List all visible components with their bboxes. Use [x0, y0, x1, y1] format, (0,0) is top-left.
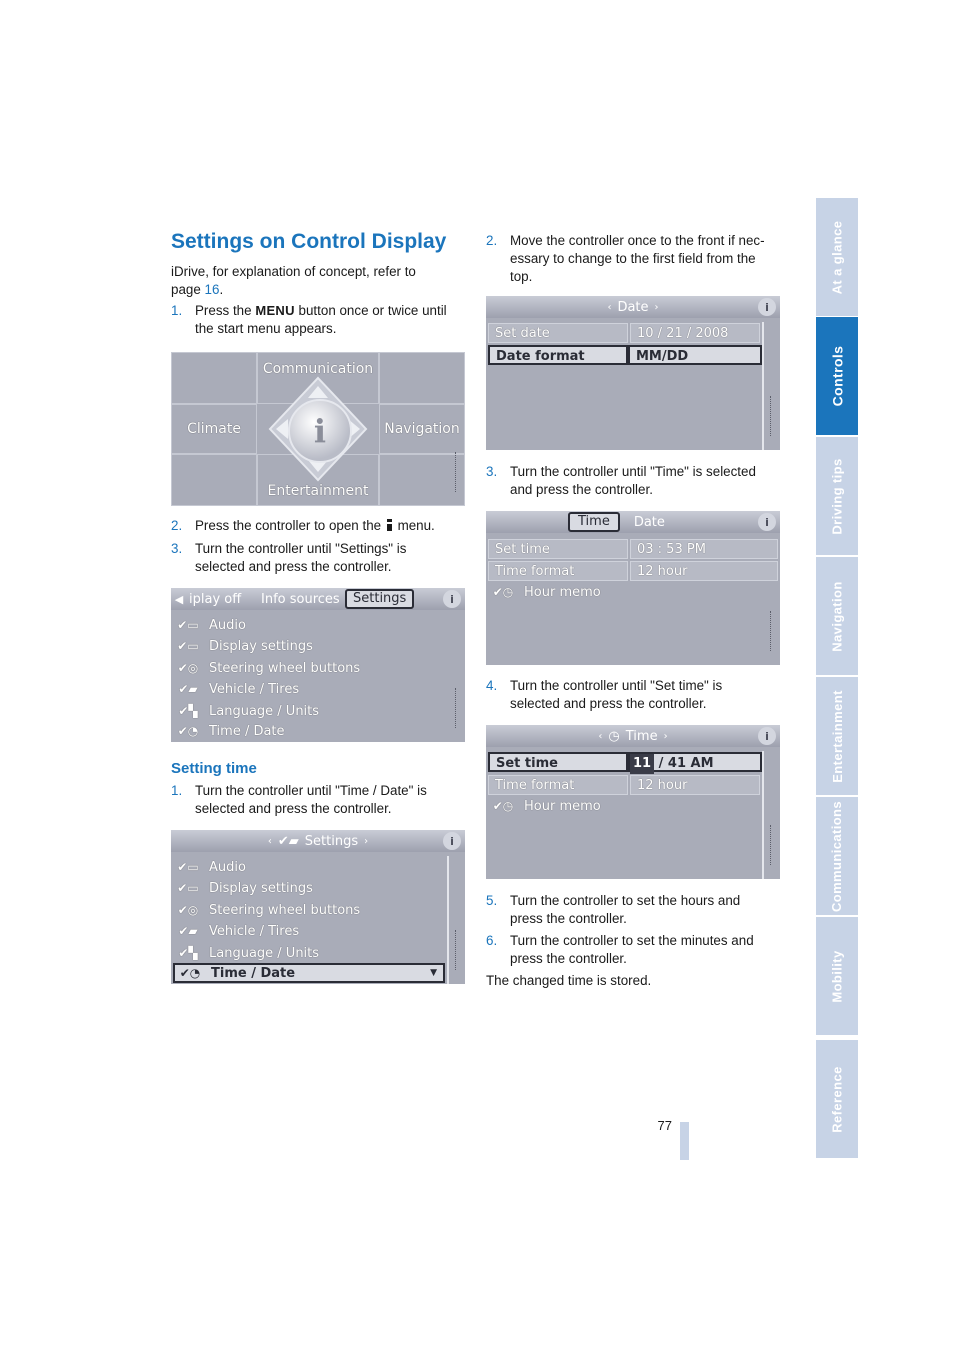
- checkmark-icon: ✔◎: [177, 661, 199, 675]
- arrow-left-icon: ‹: [607, 301, 612, 313]
- list-item[interactable]: ✔▰ Vehicle / Tires: [173, 679, 299, 699]
- checkmark-icon: ✔▭: [177, 881, 199, 895]
- page-link[interactable]: 16: [204, 282, 220, 297]
- date-title-bar: ‹ Date ›: [486, 296, 780, 318]
- menu-button-label: MENU: [255, 303, 295, 318]
- arrow-right-icon: ›: [663, 730, 668, 742]
- info-icon: [387, 519, 392, 531]
- arrow-left-icon: ‹: [598, 730, 603, 742]
- time-date-tab-bar: [486, 511, 780, 533]
- tab-settings[interactable]: Settings: [345, 589, 414, 609]
- screen-date: [486, 296, 780, 450]
- list-item[interactable]: ✔▚ Language / Units: [173, 701, 319, 721]
- menu-communication[interactable]: Communication: [257, 352, 379, 404]
- menu-navigation[interactable]: Navigation: [379, 404, 465, 454]
- screen-settings-list: [171, 830, 465, 984]
- checkmark-icon: ✔◔: [177, 724, 199, 738]
- checkmark-icon: ✔▰: [277, 833, 299, 849]
- tab-info-sources[interactable]: Info sources: [261, 591, 340, 607]
- closing-text: The changed time is stored.: [486, 973, 652, 988]
- set-date-value[interactable]: 10 / 21 / 2008: [630, 323, 760, 343]
- tab-navigation[interactable]: Navigation: [816, 557, 858, 675]
- minutes-field[interactable]: / 41 AM: [658, 756, 714, 771]
- tab-controls[interactable]: Controls: [816, 317, 858, 435]
- page-number: 77: [657, 1118, 672, 1133]
- date-format-value[interactable]: MM/DD: [628, 345, 762, 365]
- step-3-settings: 3. Turn the controller until "Settings" is selected and press the controller.: [171, 541, 407, 574]
- tab-mobility[interactable]: Mobility: [816, 917, 858, 1035]
- checkmark-icon: ✔▭: [177, 860, 199, 874]
- arrow-left-icon: ◀: [174, 592, 184, 606]
- time-title-bar: ‹ ◷ Time ›: [486, 725, 780, 747]
- list-item[interactable]: ✔▭ Audio: [173, 857, 246, 877]
- menu-entertainment[interactable]: Entertainment: [257, 454, 379, 506]
- chevron-down-icon: ▼: [430, 968, 437, 978]
- tab-entertainment[interactable]: Entertainment: [816, 677, 858, 795]
- tab-driving-tips[interactable]: Driving tips: [816, 437, 858, 555]
- list-item[interactable]: ✔◎ Steering wheel buttons: [173, 900, 360, 920]
- checkmark-icon: ✔▰: [178, 682, 198, 696]
- list-item[interactable]: ✔◎ Steering wheel buttons: [173, 658, 360, 678]
- time-format-label[interactable]: Time format: [488, 561, 628, 581]
- screen-i-menu: [171, 588, 465, 742]
- time-format-label[interactable]: Time format: [488, 775, 628, 795]
- grid-corner: [171, 352, 257, 404]
- arrow-right-icon: ›: [364, 835, 369, 847]
- image-id-mark: [455, 452, 462, 492]
- list-item[interactable]: ✔◔ Time / Date: [173, 721, 285, 741]
- tab-time[interactable]: Time: [568, 512, 620, 532]
- list-item[interactable]: ✔▭ Audio: [173, 615, 246, 635]
- step-1-start: 1. Press the MENU button once or twice until the start menu appears.: [171, 303, 447, 336]
- screen-time-date-tabs: [486, 511, 780, 665]
- step-b1: 1. Turn the controller until "Time / Date" is selected and press the controller.: [171, 783, 427, 816]
- step-b6: 6. Turn the controller to set the minutes and press the controller.: [486, 933, 754, 966]
- scrollbar[interactable]: [447, 856, 449, 984]
- set-time-label[interactable]: Set time: [488, 539, 628, 559]
- tab-communications[interactable]: Communications: [816, 797, 858, 915]
- arrow-right-icon: ›: [654, 301, 659, 313]
- checkmark-icon: ✔◷: [492, 799, 514, 813]
- list-item[interactable]: ✔▰ Vehicle / Tires: [173, 921, 299, 941]
- step-b2: 2. Move the controller once to the front if nec- essary to change to the first field from the top.: [486, 233, 765, 284]
- list-item[interactable]: ✔▭ Display settings: [173, 878, 313, 898]
- step-b3: 3. Turn the controller until "Time" is selected and press the controller.: [486, 464, 756, 497]
- info-icon[interactable]: i: [758, 298, 776, 316]
- tab-date[interactable]: Date: [633, 514, 665, 530]
- clock-icon: ◷: [608, 728, 620, 744]
- screen-time: [486, 725, 780, 879]
- checkmark-icon: ✔▭: [177, 618, 199, 632]
- info-icon[interactable]: i: [443, 590, 461, 608]
- info-icon[interactable]: i: [758, 513, 776, 531]
- page-title: Settings on Control Display: [171, 230, 447, 253]
- hour-memo-item[interactable]: ✔◷ Hour memo: [488, 582, 601, 602]
- image-id-mark: [770, 611, 777, 651]
- set-time-label[interactable]: Set time: [488, 752, 628, 772]
- set-date-label: Set date: [488, 323, 628, 343]
- time-format-value[interactable]: 12 hour: [630, 561, 778, 581]
- menu-tab-bar: [171, 588, 465, 610]
- list-item[interactable]: ✔▭ Display settings: [173, 636, 313, 656]
- tab-reference[interactable]: Reference: [816, 1040, 858, 1158]
- set-time-value[interactable]: 03 : 53 PM: [630, 539, 778, 559]
- list-item[interactable]: ✔▚ Language / Units: [173, 943, 319, 963]
- checkmark-icon: ✔◷: [492, 585, 514, 599]
- hour-memo-item[interactable]: ✔◷ Hour memo: [488, 796, 601, 816]
- tab-display-off[interactable]: iplay off: [189, 591, 242, 607]
- checkmark-icon: ✔▭: [177, 639, 199, 653]
- date-format-label[interactable]: Date format: [488, 345, 628, 365]
- checkmark-icon: ✔◎: [177, 903, 199, 917]
- image-id-mark: [770, 396, 777, 436]
- info-icon[interactable]: i: [443, 832, 461, 850]
- arrow-left-icon: ‹: [267, 835, 272, 847]
- step-b5: 5. Turn the controller to set the hours and press the controller.: [486, 893, 741, 926]
- time-format-value[interactable]: 12 hour: [630, 775, 760, 795]
- subheading: Setting time: [171, 760, 257, 777]
- checkmark-icon: ✔▚: [178, 946, 198, 960]
- scrollbar[interactable]: [762, 322, 764, 450]
- step-b4: 4. Turn the controller until "Set time" is selected and press the controller.: [486, 678, 723, 711]
- image-id-mark: [770, 825, 777, 865]
- set-time-value[interactable]: [628, 752, 762, 772]
- grid-corner: [171, 454, 257, 506]
- tab-at-a-glance[interactable]: At a glance: [816, 198, 858, 316]
- scrollbar[interactable]: [762, 751, 764, 879]
- info-icon[interactable]: i: [758, 727, 776, 745]
- info-icon[interactable]: i: [288, 399, 352, 463]
- grid-corner: [379, 454, 465, 506]
- checkmark-icon: ✔▚: [178, 704, 198, 718]
- image-id-mark: [455, 688, 462, 728]
- image-id-mark: [455, 930, 462, 970]
- menu-climate[interactable]: Climate: [171, 404, 257, 454]
- screen-start-menu: [171, 352, 465, 506]
- list-item-selected[interactable]: ✔◔ Time / Date ▼: [173, 963, 445, 983]
- grid-corner: [379, 352, 465, 404]
- step-2-open-menu: 2. Press the controller to open the menu.: [171, 518, 435, 533]
- intro-text: iDrive, for explanation of concept, refer to page 16.: [171, 264, 416, 297]
- settings-title-bar: ‹ ✔▰ Settings ›: [171, 830, 465, 852]
- page-marker: [680, 1122, 689, 1160]
- checkmark-icon: ✔▰: [178, 924, 198, 938]
- checkmark-icon: ✔◔: [179, 966, 201, 980]
- hour-field[interactable]: 11: [630, 754, 654, 774]
